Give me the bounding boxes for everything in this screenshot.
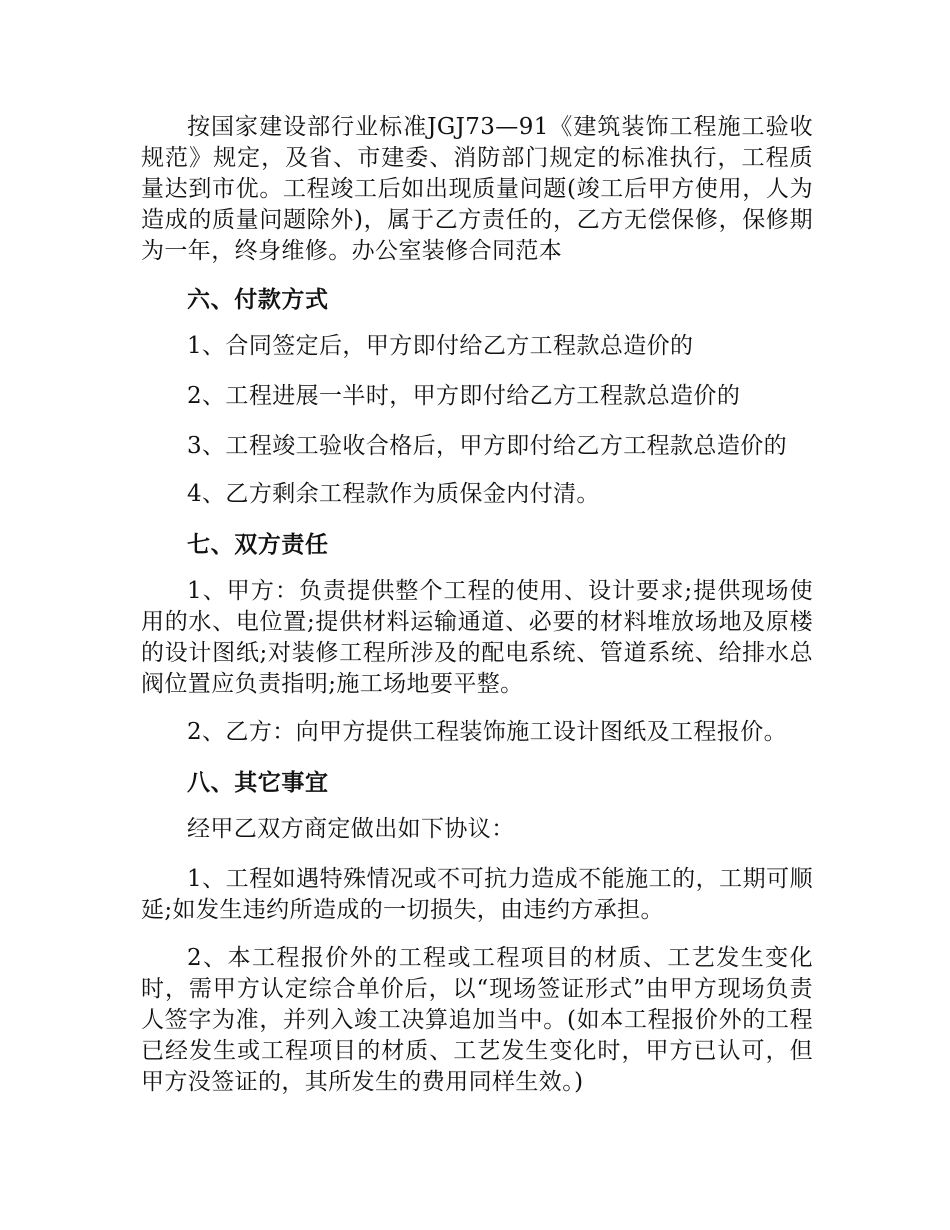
payment-item-4: 4、乙方剩余工程款作为质保金内付清。 [187, 481, 600, 507]
section-6-heading: 六、付款方式 [187, 286, 329, 313]
responsibility-party-b: 2、乙方：向甲方提供工程装饰施工设计图纸及工程报价。 [187, 719, 788, 745]
payment-item-2: 2、工程进展一半时，甲方即付给乙方工程款总造价的 [187, 383, 741, 409]
responsibility-party-a: 1、甲方：负责提供整个工程的使用、设计要求;提供现场使用的水、电位置;提供材料运输通道、必要的材料堆放场地及原楼的设计图纸;对装修工程所涉及的配电系统、管道系统、给排水总阀位置应负责指明;施工场地要平整。 [141, 578, 813, 697]
agreement-lead: 经甲乙双方商定做出如下协议： [187, 816, 515, 842]
payment-item-1: 1、合同签定后，甲方即付给乙方工程款总造价的 [187, 333, 694, 359]
agreement-item-2: 2、本工程报价外的工程或工程项目的材质、工艺发生变化时，需甲方认定综合单价后，以“现场签证形式”由甲方现场负责人签字为准，并列入竣工决算追加当中。(如本工程报价外的工程已经发生或工程项目的材质、工艺发生变化时，甲方已认可，但甲方没签证的，其所发生的费用同样生效。) [141, 945, 813, 1095]
agreement-item-1: 1、工程如遇特殊情况或不可抗力造成不能施工的，工期可顺延;如发生违约所造成的一切损失，由违约方承担。 [141, 866, 813, 923]
section-7-heading: 七、双方责任 [187, 531, 329, 558]
intro-paragraph: 按国家建设部行业标准JGJ73—91《建筑装饰工程施工验收规范》规定，及省、市建委、消防部门规定的标准执行，工程质量达到市优。工程竣工后如出现质量问题(竣工后甲方使用，人为造成的质量问题除外)，属于乙方责任的，乙方无偿保修，保修期为一年，终身维修。办公室装修合同范本 [141, 114, 813, 264]
payment-item-3: 3、工程竣工验收合格后，甲方即付给乙方工程款总造价的 [187, 433, 788, 459]
section-8-heading: 八、其它事宜 [187, 769, 329, 796]
document-page [141, 112, 813, 1115]
